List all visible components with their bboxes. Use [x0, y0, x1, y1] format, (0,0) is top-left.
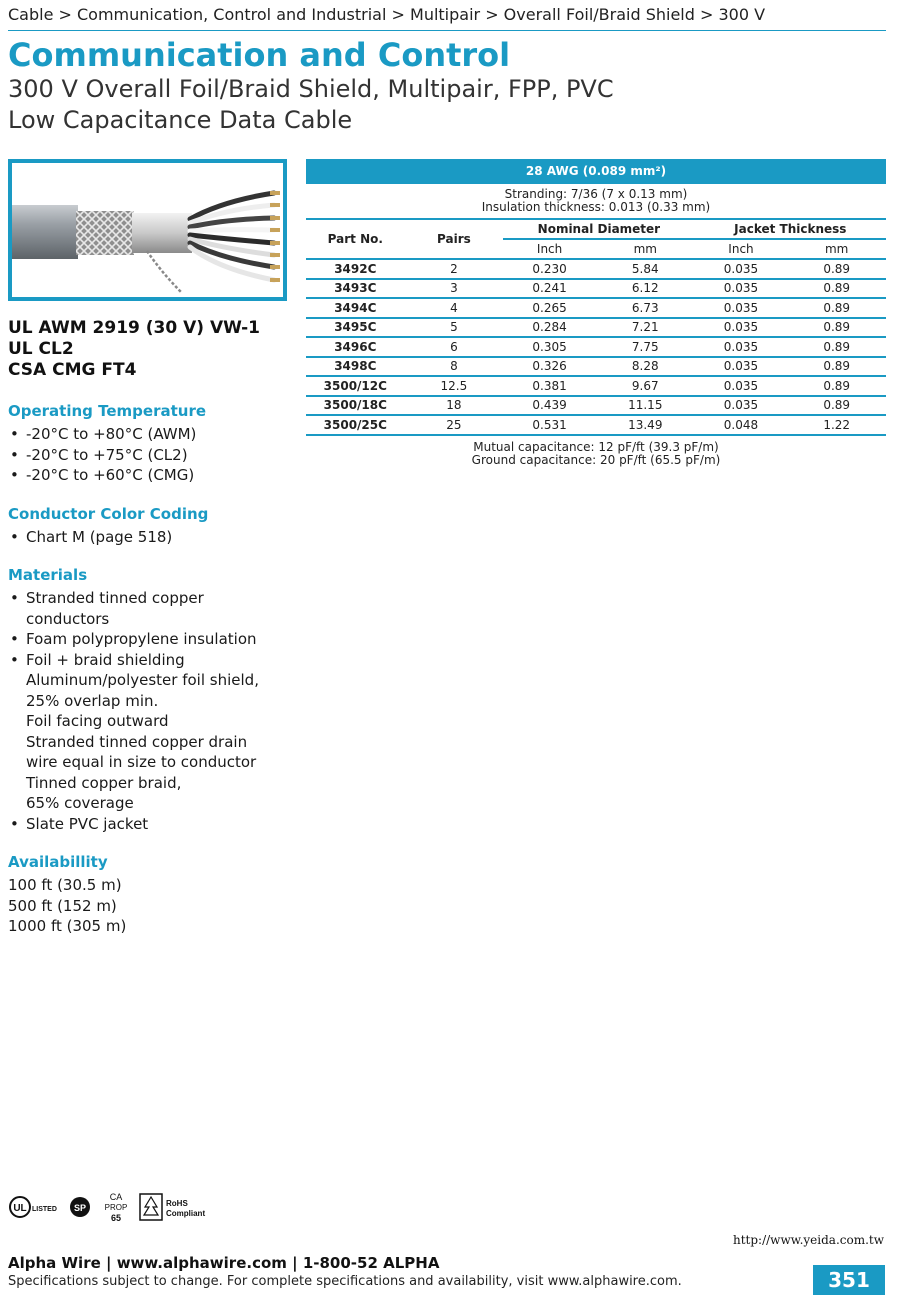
- column-header-jt-inch: Inch: [695, 239, 788, 259]
- list-item: Foil facing outward: [26, 712, 169, 730]
- ground-capacitance-note: Ground capacitance: 20 pF/ft (65.5 pF/m): [471, 452, 721, 467]
- jacket-thickness-mm-cell: 0.89: [787, 259, 886, 279]
- insulation-note: Insulation thickness: 0.013 (0.33 mm): [481, 200, 711, 214]
- pairs-cell: 8: [405, 357, 504, 377]
- jacket-thickness-inch-cell: 0.035: [695, 318, 788, 338]
- footer-disclaimer: Specifications subject to change. For complete specifications and availability, visit www.alphawire.com.: [8, 1274, 682, 1289]
- awg-header-bar: 28 AWG (0.089 mm²): [306, 159, 886, 184]
- column-header-part-no: Part No.: [306, 220, 405, 259]
- cable-illustration: [12, 163, 283, 297]
- spec-table-body: [306, 259, 886, 435]
- pairs-cell: 3: [405, 279, 504, 299]
- table-row: [306, 298, 886, 318]
- rohs-line-2: Compliant: [166, 1209, 206, 1218]
- breadcrumb: Cable > Communication, Control and Industrial > Multipair > Overall Foil/Braid Shield > 300 V: [8, 5, 886, 31]
- pairs-cell: 2: [405, 259, 504, 279]
- rohs-logo: [140, 1194, 205, 1220]
- nominal-diameter-inch-cell: 0.265: [503, 298, 596, 318]
- list-item: • Slate PVC jacket: [8, 814, 288, 835]
- materials-heading: Materials: [8, 566, 88, 584]
- nominal-diameter-inch-cell: 0.381: [503, 376, 596, 396]
- table-row: [306, 318, 886, 338]
- jacket-thickness-mm-cell: 1.22: [787, 415, 886, 435]
- conductor-color-coding-heading: Conductor Color Coding: [8, 504, 209, 523]
- list-item: 65% coverage: [26, 794, 134, 812]
- list-item: Stranded tinned copper drain: [26, 732, 248, 751]
- part-no-cell: 3500/25C: [306, 415, 405, 435]
- nominal-diameter-mm-cell: 13.49: [596, 415, 695, 435]
- page-subtitle: [8, 74, 614, 136]
- spec-sections: [8, 402, 288, 937]
- mutual-capacitance-note: Mutual capacitance: 12 pF/ft (39.3 pF/m): [473, 439, 719, 454]
- jacket-thickness-inch-cell: 0.035: [695, 337, 788, 357]
- nominal-diameter-inch-cell: 0.241: [503, 279, 596, 299]
- table-row: [306, 279, 886, 299]
- list-item: • -20°C to +60°C (CMG): [8, 465, 288, 486]
- ratings-list: [8, 318, 260, 381]
- availability-item: 100 ft (30.5 m): [8, 876, 122, 894]
- column-header-nominal-diameter: Nominal Diameter: [503, 220, 694, 239]
- spec-table: [306, 220, 886, 436]
- source-url[interactable]: http://www.yeida.com.tw: [733, 1233, 884, 1247]
- jacket-thickness-mm-cell: 0.89: [787, 396, 886, 416]
- part-no-cell: 3493C: [306, 279, 405, 299]
- nominal-diameter-mm-cell: 9.67: [596, 376, 695, 396]
- nominal-diameter-mm-cell: 6.12: [596, 279, 695, 299]
- certification-logos-graphic: [8, 1190, 238, 1226]
- materials-list: [8, 588, 288, 834]
- jacket-thickness-inch-cell: 0.035: [695, 298, 788, 318]
- table-row: [306, 396, 886, 416]
- certification-logos: [8, 1190, 238, 1224]
- stranding-note: Stranding: 7/36 (7 x 0.13 mm): [504, 187, 688, 201]
- list-item: • -20°C to +75°C (CL2): [8, 445, 288, 466]
- table-row: [306, 337, 886, 357]
- footer-contact: Alpha Wire | www.alphawire.com | 1-800-52 ALPHA: [8, 1254, 440, 1272]
- jacket-thickness-inch-cell: 0.035: [695, 279, 788, 299]
- jacket-thickness-inch-cell: 0.035: [695, 376, 788, 396]
- list-item: • Foam polypropylene insulation: [8, 629, 288, 650]
- operating-temperature-heading: Operating Temperature: [8, 402, 207, 420]
- conductor-color-coding-list: [8, 527, 288, 548]
- table-row: [306, 357, 886, 377]
- pairs-cell: 5: [405, 318, 504, 338]
- subtitle-line-2: Low Capacitance Data Cable: [8, 106, 353, 134]
- column-header-jacket-thickness: Jacket Thickness: [695, 220, 886, 239]
- rating-ul-cl2: UL CL2: [8, 339, 74, 359]
- column-header-nd-inch: Inch: [503, 239, 596, 259]
- jacket-thickness-inch-cell: 0.035: [695, 357, 788, 377]
- part-no-cell: 3498C: [306, 357, 405, 377]
- nominal-diameter-inch-cell: 0.531: [503, 415, 596, 435]
- part-no-cell: 3496C: [306, 337, 405, 357]
- nominal-diameter-inch-cell: 0.439: [503, 396, 596, 416]
- column-header-nd-mm: mm: [596, 239, 695, 259]
- ca-prop-line-1: CA: [109, 1192, 123, 1202]
- rating-csa-cmg: CSA CMG FT4: [8, 360, 137, 380]
- csa-logo: [70, 1197, 90, 1217]
- jacket-thickness-inch-cell: 0.035: [695, 396, 788, 416]
- pairs-cell: 12.5: [405, 376, 504, 396]
- part-no-cell: 3495C: [306, 318, 405, 338]
- subtitle-line-1: 300 V Overall Foil/Braid Shield, Multipair, FPP, PVC: [8, 75, 614, 103]
- list-item: conductors: [26, 609, 110, 628]
- table-row: [306, 376, 886, 396]
- list-item: Aluminum/polyester foil shield,: [26, 671, 259, 689]
- pairs-cell: 25: [405, 415, 504, 435]
- part-no-cell: 3494C: [306, 298, 405, 318]
- jacket-thickness-mm-cell: 0.89: [787, 298, 886, 318]
- nominal-diameter-mm-cell: 11.15: [596, 396, 695, 416]
- part-no-cell: 3500/12C: [306, 376, 405, 396]
- availability-list: [8, 875, 288, 937]
- pairs-cell: 18: [405, 396, 504, 416]
- jacket-thickness-mm-cell: 0.89: [787, 337, 886, 357]
- nominal-diameter-mm-cell: 7.21: [596, 318, 695, 338]
- nominal-diameter-inch-cell: 0.305: [503, 337, 596, 357]
- spec-table-block: [306, 159, 886, 467]
- ul-mark-text: UL: [13, 1203, 27, 1214]
- ca-prop-65-logo: [105, 1192, 128, 1223]
- jacket-thickness-mm-cell: 0.89: [787, 318, 886, 338]
- rating-ul-awm: UL AWM 2919 (30 V) VW-1: [8, 318, 260, 338]
- csa-mark-text: SP: [73, 1203, 87, 1213]
- pairs-cell: 6: [405, 337, 504, 357]
- list-item: • Foil + braid shielding: [8, 650, 288, 671]
- cable-product-image: [8, 159, 287, 301]
- nominal-diameter-inch-cell: 0.230: [503, 259, 596, 279]
- nominal-diameter-mm-cell: 7.75: [596, 337, 695, 357]
- nominal-diameter-mm-cell: 8.28: [596, 357, 695, 377]
- list-item: • Stranded tinned copper: [8, 588, 288, 609]
- availability-heading: Availabillity: [8, 853, 108, 871]
- list-item: • -20°C to +80°C (AWM): [8, 424, 288, 445]
- jacket-thickness-inch-cell: 0.048: [695, 415, 788, 435]
- list-item: wire equal in size to conductor: [26, 753, 257, 771]
- page-number: 351: [813, 1265, 885, 1295]
- jacket-thickness-mm-cell: 0.89: [787, 376, 886, 396]
- table-row: [306, 415, 886, 435]
- jacket-thickness-mm-cell: 0.89: [787, 357, 886, 377]
- capacitance-notes: [306, 436, 886, 467]
- availability-item: 1000 ft (305 m): [8, 917, 127, 935]
- jacket-thickness-mm-cell: 0.89: [787, 279, 886, 299]
- jacket-thickness-inch-cell: 0.035: [695, 259, 788, 279]
- part-no-cell: 3492C: [306, 259, 405, 279]
- pairs-cell: 4: [405, 298, 504, 318]
- availability-item: 500 ft (152 m): [8, 896, 117, 915]
- part-no-cell: 3500/18C: [306, 396, 405, 416]
- list-item: 25% overlap min.: [26, 691, 159, 710]
- nominal-diameter-inch-cell: 0.284: [503, 318, 596, 338]
- ca-prop-line-2: PROP: [104, 1203, 128, 1212]
- nominal-diameter-mm-cell: 6.73: [596, 298, 695, 318]
- construction-notes: [306, 184, 886, 220]
- column-header-jt-mm: mm: [787, 239, 886, 259]
- table-row: [306, 259, 886, 279]
- rohs-line-1: RoHS: [166, 1199, 188, 1208]
- ul-listed-logo: [10, 1197, 57, 1217]
- nominal-diameter-mm-cell: 5.84: [596, 259, 695, 279]
- ca-prop-line-3: 65: [110, 1213, 122, 1223]
- operating-temperature-list: [8, 424, 288, 486]
- list-item: • Chart M (page 518): [8, 527, 288, 548]
- list-item: Tinned copper braid,: [26, 773, 182, 792]
- nominal-diameter-inch-cell: 0.326: [503, 357, 596, 377]
- column-header-pairs: Pairs: [405, 220, 504, 259]
- ul-listed-text: LISTED: [32, 1206, 57, 1213]
- page-title: Communication and Control: [8, 36, 511, 74]
